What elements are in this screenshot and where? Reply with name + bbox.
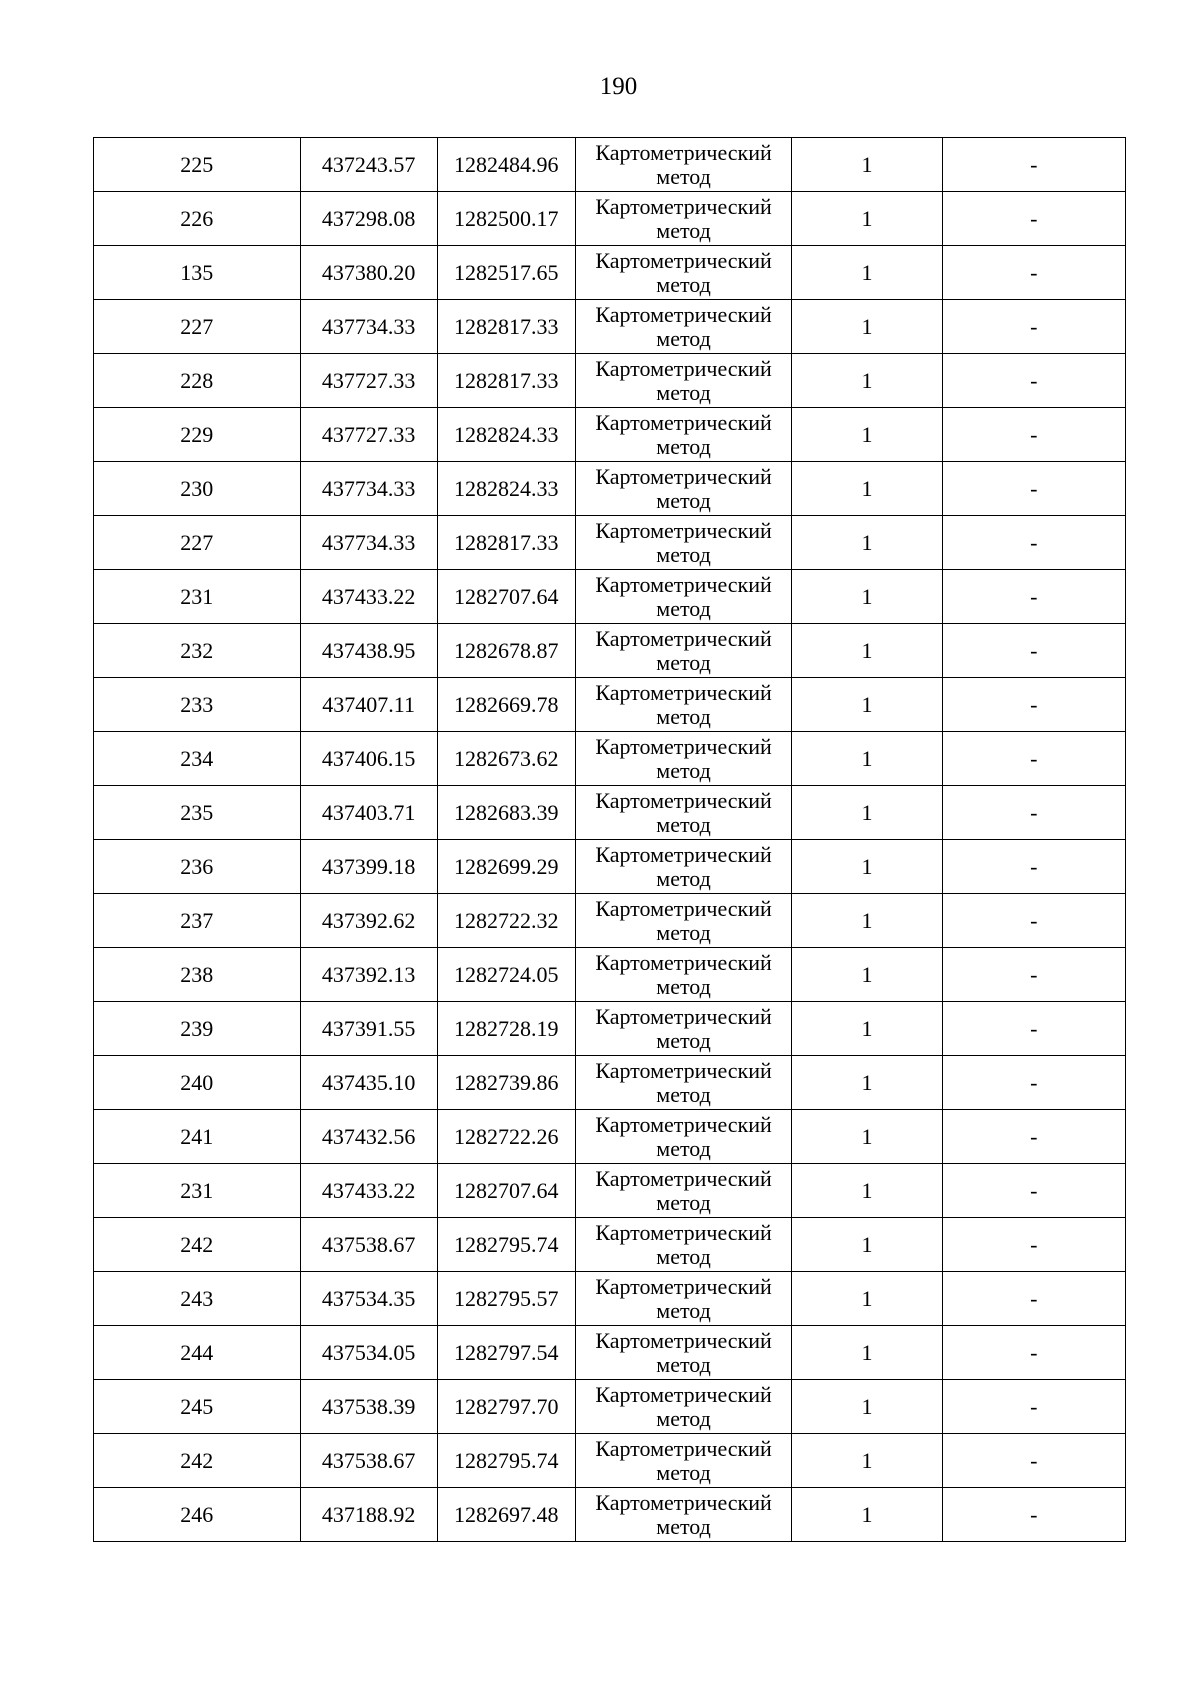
point-number-cell: 245 [94, 1380, 301, 1434]
method-cell [575, 786, 792, 840]
method-text-line1: Картометрический [595, 193, 772, 219]
y-coordinate-cell: 1282707.64 [437, 1164, 575, 1218]
note-cell: - [942, 1002, 1125, 1056]
x-coordinate-cell: 437392.13 [300, 948, 437, 1002]
method-text-line2: метод [656, 163, 711, 189]
table-row [94, 732, 1126, 786]
point-number-cell: 227 [94, 300, 301, 354]
note-cell: - [942, 138, 1125, 192]
point-number-cell: 231 [94, 1164, 301, 1218]
method-text-line1: Картометрический [595, 841, 772, 867]
table-row [94, 1488, 1126, 1542]
note-cell: - [942, 1056, 1125, 1110]
x-coordinate-cell: 437407.11 [300, 678, 437, 732]
method-text-line1: Картометрический [595, 1003, 772, 1029]
x-coordinate-cell: 437243.57 [300, 138, 437, 192]
method-text-line2: метод [656, 487, 711, 513]
method-text-line2: метод [656, 1459, 711, 1485]
x-coordinate-cell: 437435.10 [300, 1056, 437, 1110]
note-cell: - [942, 192, 1125, 246]
note-cell: - [942, 1326, 1125, 1380]
table-row [94, 192, 1126, 246]
note-cell: - [942, 840, 1125, 894]
method-text-line1: Картометрический [595, 679, 772, 705]
x-coordinate-cell: 437734.33 [300, 462, 437, 516]
method-text-line1: Картометрический [595, 355, 772, 381]
accuracy-cell: 1 [792, 786, 942, 840]
table-row [94, 300, 1126, 354]
accuracy-cell: 1 [792, 192, 942, 246]
x-coordinate-cell: 437433.22 [300, 570, 437, 624]
x-coordinate-cell: 437391.55 [300, 1002, 437, 1056]
table-row [94, 678, 1126, 732]
point-number-cell: 240 [94, 1056, 301, 1110]
method-cell [575, 1002, 792, 1056]
table-row [94, 138, 1126, 192]
note-cell: - [942, 462, 1125, 516]
point-number-cell: 243 [94, 1272, 301, 1326]
x-coordinate-cell: 437380.20 [300, 246, 437, 300]
y-coordinate-cell: 1282697.48 [437, 1488, 575, 1542]
y-coordinate-cell: 1282817.33 [437, 354, 575, 408]
method-cell [575, 138, 792, 192]
method-text-line2: метод [656, 757, 711, 783]
method-cell [575, 462, 792, 516]
x-coordinate-cell: 437538.67 [300, 1218, 437, 1272]
method-text-line1: Картометрический [595, 463, 772, 489]
method-text-line1: Картометрический [595, 733, 772, 759]
table-row [94, 1110, 1126, 1164]
point-number-cell: 226 [94, 192, 301, 246]
method-text-line1: Картометрический [595, 1435, 772, 1461]
method-cell [575, 1110, 792, 1164]
x-coordinate-cell: 437538.39 [300, 1380, 437, 1434]
table-row [94, 786, 1126, 840]
method-cell [575, 624, 792, 678]
method-text-line2: метод [656, 1135, 711, 1161]
accuracy-cell: 1 [792, 1488, 942, 1542]
note-cell: - [942, 786, 1125, 840]
method-cell [575, 1056, 792, 1110]
y-coordinate-cell: 1282824.33 [437, 408, 575, 462]
y-coordinate-cell: 1282797.54 [437, 1326, 575, 1380]
accuracy-cell: 1 [792, 1434, 942, 1488]
accuracy-cell: 1 [792, 408, 942, 462]
method-cell [575, 1218, 792, 1272]
accuracy-cell: 1 [792, 1380, 942, 1434]
method-text-line1: Картометрический [595, 517, 772, 543]
y-coordinate-cell: 1282795.74 [437, 1218, 575, 1272]
accuracy-cell: 1 [792, 894, 942, 948]
method-text-line2: метод [656, 325, 711, 351]
note-cell: - [942, 1272, 1125, 1326]
table-row [94, 1434, 1126, 1488]
x-coordinate-cell: 437534.05 [300, 1326, 437, 1380]
x-coordinate-cell: 437438.95 [300, 624, 437, 678]
y-coordinate-cell: 1282728.19 [437, 1002, 575, 1056]
method-cell [575, 1380, 792, 1434]
accuracy-cell: 1 [792, 1110, 942, 1164]
method-text-line1: Картометрический [595, 1489, 772, 1515]
x-coordinate-cell: 437534.35 [300, 1272, 437, 1326]
method-cell [575, 246, 792, 300]
method-cell [575, 1326, 792, 1380]
method-text-line2: метод [656, 1351, 711, 1377]
accuracy-cell: 1 [792, 300, 942, 354]
method-cell [575, 732, 792, 786]
point-number-cell: 235 [94, 786, 301, 840]
method-text-line1: Картометрический [595, 571, 772, 597]
note-cell: - [942, 1380, 1125, 1434]
method-text-line1: Картометрический [595, 247, 772, 273]
method-text-line2: метод [656, 649, 711, 675]
note-cell: - [942, 408, 1125, 462]
x-coordinate-cell: 437727.33 [300, 354, 437, 408]
method-text-line2: метод [656, 595, 711, 621]
method-text-line1: Картометрический [595, 1381, 772, 1407]
accuracy-cell: 1 [792, 1164, 942, 1218]
x-coordinate-cell: 437538.67 [300, 1434, 437, 1488]
y-coordinate-cell: 1282707.64 [437, 570, 575, 624]
accuracy-cell: 1 [792, 246, 942, 300]
method-text-line1: Картометрический [595, 1327, 772, 1353]
point-number-cell: 239 [94, 1002, 301, 1056]
method-cell [575, 354, 792, 408]
method-text-line1: Картометрический [595, 1111, 772, 1137]
method-text-line1: Картометрический [595, 1165, 772, 1191]
y-coordinate-cell: 1282500.17 [437, 192, 575, 246]
point-number-cell: 237 [94, 894, 301, 948]
note-cell: - [942, 732, 1125, 786]
method-text-line2: метод [656, 433, 711, 459]
point-number-cell: 242 [94, 1218, 301, 1272]
note-cell: - [942, 354, 1125, 408]
point-number-cell: 241 [94, 1110, 301, 1164]
note-cell: - [942, 1110, 1125, 1164]
method-cell [575, 300, 792, 354]
point-number-cell: 229 [94, 408, 301, 462]
method-text-line2: метод [656, 865, 711, 891]
y-coordinate-cell: 1282678.87 [437, 624, 575, 678]
point-number-cell: 244 [94, 1326, 301, 1380]
method-text-line2: метод [656, 1297, 711, 1323]
table-row [94, 246, 1126, 300]
method-cell [575, 1164, 792, 1218]
note-cell: - [942, 516, 1125, 570]
table-row [94, 948, 1126, 1002]
accuracy-cell: 1 [792, 1056, 942, 1110]
x-coordinate-cell: 437399.18 [300, 840, 437, 894]
point-number-cell: 231 [94, 570, 301, 624]
x-coordinate-cell: 437727.33 [300, 408, 437, 462]
method-text-line2: метод [656, 1513, 711, 1539]
table-row [94, 894, 1126, 948]
table-row [94, 1272, 1126, 1326]
note-cell: - [942, 1164, 1125, 1218]
table-row [94, 462, 1126, 516]
note-cell: - [942, 948, 1125, 1002]
note-cell: - [942, 1218, 1125, 1272]
method-text-line2: метод [656, 1189, 711, 1215]
y-coordinate-cell: 1282484.96 [437, 138, 575, 192]
method-text-line2: метод [656, 379, 711, 405]
table-row [94, 840, 1126, 894]
method-text-line2: метод [656, 271, 711, 297]
note-cell: - [942, 894, 1125, 948]
table-row [94, 1002, 1126, 1056]
point-number-cell: 228 [94, 354, 301, 408]
x-coordinate-cell: 437406.15 [300, 732, 437, 786]
method-cell [575, 1488, 792, 1542]
method-text-line2: метод [656, 811, 711, 837]
y-coordinate-cell: 1282797.70 [437, 1380, 575, 1434]
table-row [94, 570, 1126, 624]
x-coordinate-cell: 437432.56 [300, 1110, 437, 1164]
accuracy-cell: 1 [792, 678, 942, 732]
table-row [94, 1164, 1126, 1218]
y-coordinate-cell: 1282722.32 [437, 894, 575, 948]
method-text-line2: метод [656, 919, 711, 945]
point-number-cell: 236 [94, 840, 301, 894]
x-coordinate-cell: 437734.33 [300, 516, 437, 570]
accuracy-cell: 1 [792, 354, 942, 408]
table-row [94, 624, 1126, 678]
note-cell: - [942, 300, 1125, 354]
table-row [94, 1056, 1126, 1110]
y-coordinate-cell: 1282817.33 [437, 300, 575, 354]
table-row [94, 516, 1126, 570]
method-cell [575, 570, 792, 624]
method-text-line1: Картометрический [595, 1273, 772, 1299]
y-coordinate-cell: 1282795.57 [437, 1272, 575, 1326]
y-coordinate-cell: 1282824.33 [437, 462, 575, 516]
note-cell: - [942, 246, 1125, 300]
table-row [94, 354, 1126, 408]
note-cell: - [942, 1488, 1125, 1542]
point-number-cell: 232 [94, 624, 301, 678]
point-number-cell: 135 [94, 246, 301, 300]
point-number-cell: 234 [94, 732, 301, 786]
method-text-line1: Картометрический [595, 139, 772, 165]
method-text-line1: Картометрический [595, 1219, 772, 1245]
table-row [94, 408, 1126, 462]
method-text-line2: метод [656, 217, 711, 243]
point-number-cell: 246 [94, 1488, 301, 1542]
note-cell: - [942, 678, 1125, 732]
y-coordinate-cell: 1282669.78 [437, 678, 575, 732]
note-cell: - [942, 1434, 1125, 1488]
y-coordinate-cell: 1282699.29 [437, 840, 575, 894]
method-cell [575, 1434, 792, 1488]
table-row [94, 1218, 1126, 1272]
accuracy-cell: 1 [792, 570, 942, 624]
x-coordinate-cell: 437734.33 [300, 300, 437, 354]
point-number-cell: 225 [94, 138, 301, 192]
x-coordinate-cell: 437433.22 [300, 1164, 437, 1218]
accuracy-cell: 1 [792, 516, 942, 570]
method-text-line2: метод [656, 541, 711, 567]
table-row [94, 1380, 1126, 1434]
accuracy-cell: 1 [792, 1218, 942, 1272]
accuracy-cell: 1 [792, 840, 942, 894]
table-row [94, 1326, 1126, 1380]
accuracy-cell: 1 [792, 1272, 942, 1326]
point-number-cell: 238 [94, 948, 301, 1002]
accuracy-cell: 1 [792, 1002, 942, 1056]
method-text-line1: Картометрический [595, 409, 772, 435]
accuracy-cell: 1 [792, 138, 942, 192]
note-cell: - [942, 570, 1125, 624]
method-text-line1: Картометрический [595, 625, 772, 651]
accuracy-cell: 1 [792, 462, 942, 516]
method-text-line1: Картометрический [595, 1057, 772, 1083]
method-text-line2: метод [656, 1243, 711, 1269]
note-cell: - [942, 624, 1125, 678]
point-number-cell: 233 [94, 678, 301, 732]
table-body [94, 138, 1126, 1542]
y-coordinate-cell: 1282683.39 [437, 786, 575, 840]
method-cell [575, 840, 792, 894]
y-coordinate-cell: 1282517.65 [437, 246, 575, 300]
y-coordinate-cell: 1282722.26 [437, 1110, 575, 1164]
y-coordinate-cell: 1282817.33 [437, 516, 575, 570]
method-cell [575, 894, 792, 948]
point-number-cell: 227 [94, 516, 301, 570]
method-text-line1: Картометрический [595, 787, 772, 813]
method-cell [575, 192, 792, 246]
accuracy-cell: 1 [792, 624, 942, 678]
method-text-line2: метод [656, 703, 711, 729]
method-cell [575, 678, 792, 732]
method-text-line2: метод [656, 973, 711, 999]
x-coordinate-cell: 437403.71 [300, 786, 437, 840]
method-text-line2: метод [656, 1081, 711, 1107]
y-coordinate-cell: 1282724.05 [437, 948, 575, 1002]
method-cell [575, 408, 792, 462]
x-coordinate-cell: 437298.08 [300, 192, 437, 246]
y-coordinate-cell: 1282673.62 [437, 732, 575, 786]
x-coordinate-cell: 437392.62 [300, 894, 437, 948]
method-cell [575, 948, 792, 1002]
point-number-cell: 242 [94, 1434, 301, 1488]
accuracy-cell: 1 [792, 1326, 942, 1380]
page-number: 190 [599, 73, 638, 100]
method-text-line2: метод [656, 1027, 711, 1053]
accuracy-cell: 1 [792, 732, 942, 786]
method-text-line2: метод [656, 1405, 711, 1431]
method-text-line1: Картометрический [595, 949, 772, 975]
y-coordinate-cell: 1282739.86 [437, 1056, 575, 1110]
method-cell [575, 516, 792, 570]
method-text-line1: Картометрический [595, 895, 772, 921]
y-coordinate-cell: 1282795.74 [437, 1434, 575, 1488]
method-cell [575, 1272, 792, 1326]
coordinates-table [93, 137, 1126, 1542]
point-number-cell: 230 [94, 462, 301, 516]
method-text-line1: Картометрический [595, 301, 772, 327]
x-coordinate-cell: 437188.92 [300, 1488, 437, 1542]
accuracy-cell: 1 [792, 948, 942, 1002]
